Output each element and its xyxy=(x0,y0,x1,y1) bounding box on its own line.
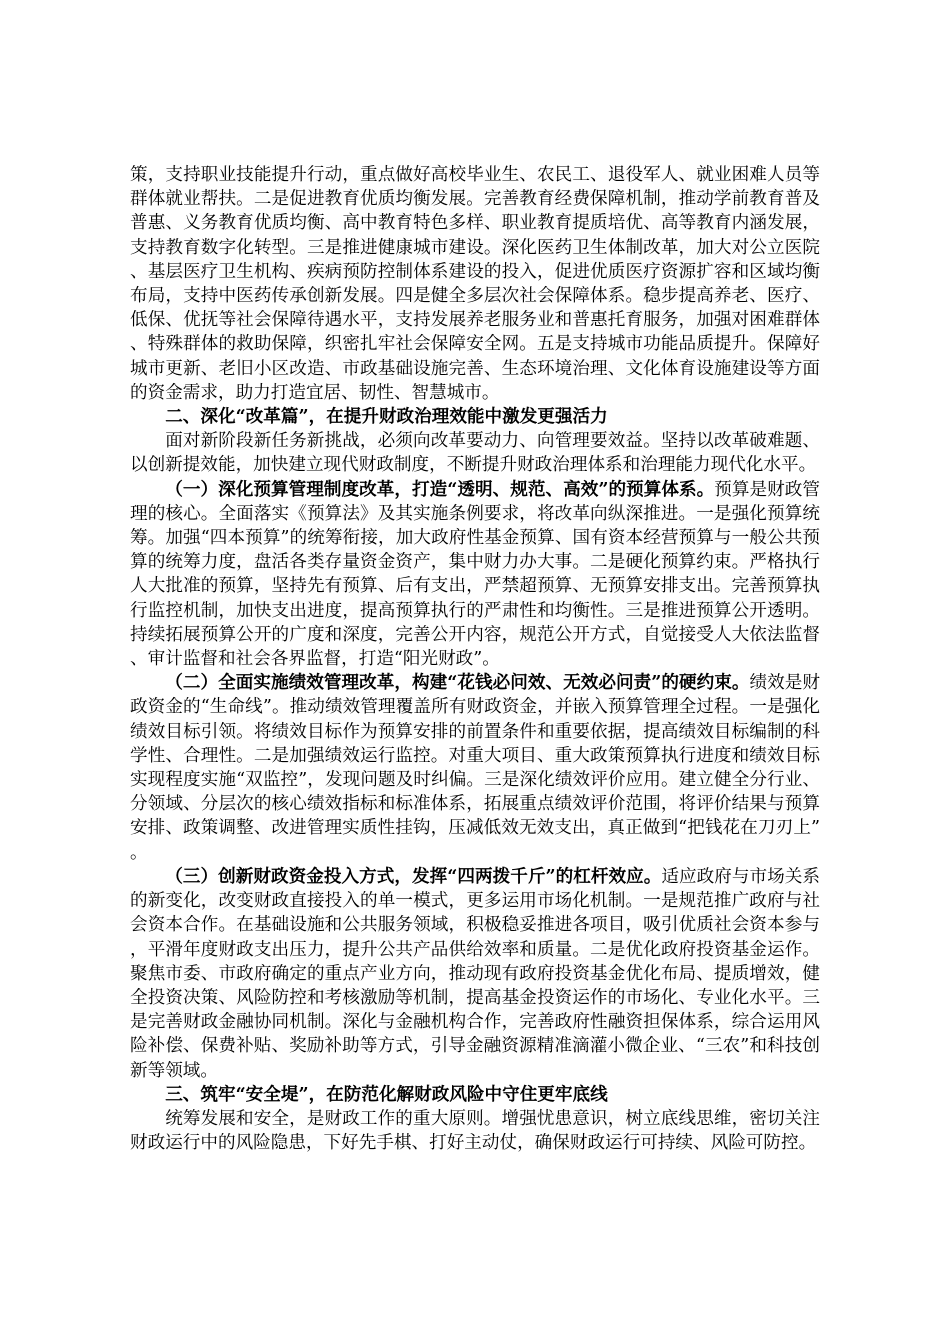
paragraph-continuation: 策，支持职业技能提升行动，重点做好高校毕业生、农民工、退役军人、就业困难人员等群体就业帮扶。二是促进教育优质均衡发展。完善教育经费保障机制，推动学前教育普及普惠、义务教育优质均衡、高中教育特色多样、职业教育提质培优、高等教育内涵发展，支持教育数字化转型。三是推进健康城市建设。深化医药卫生体制改革，加大对公立医院、基层医疗卫生机构、疾病预防控制体系建设的投入，促进优质医疗资源扩容和区域均衡布局，支持中医药传承创新发展。四是健全多层次社会保障体系。稳步提高养老、医疗、低保、优抚等社会保障待遇水平，支持发展养老服务业和普惠托育服务，加强对困难群体、特殊群体的救助保障，织密扎牢社会保障安全网。五是支持城市功能品质提升。保障好城市更新、老旧小区改造、市政基础设施完善、生态环境治理、文化体育设施建设等方面的资金需求，助力打造宜居、韧性、智慧城市。 xyxy=(130,165,820,403)
subheading-performance-reform: （二）全面实施绩效管理改革，构建“花钱必问效、无效必问责”的硬约束。 xyxy=(165,672,750,694)
paragraph-budget-reform-body: 预算是财政管理的核心。全面落实《预算法》及其实施条例要求，将改革向纵深推进。一是强化预算统筹。加强“四本预算”的统筹衔接，加大政府性基金预算、国有资本经营预算与一般公共预算的统筹力度，盘活各类存量资金资产，集中财力办大事。二是硬化预算约束。严格执行人大批准的预算，坚持先有预算、后有支出，严禁超预算、无预算安排支出。完善预算执行监控机制，加快支出进度，提高预算执行的严肃性和均衡性。三是推进预算公开透明。持续拓展预算公开的广度和深度，完善公开内容，规范公开方式，自觉接受人大依法监督、审计监督和社会各界监督，打造“阳光财政”。 xyxy=(130,479,820,670)
paragraph-performance-reform-body: 绩效是财政资金的“生命线”。推动绩效管理覆盖所有财政资金，并嵌入预算管理全过程。一是强化绩效目标引领。将绩效目标作为预算安排的前置条件和重要依据，提高绩效目标编制的科学性、合理性。二是加强绩效运行监控。对重大项目、重大政策预算执行进度和绩效目标实现程度实施“双监控”，发现问题及时纠偏。三是深化绩效评价应用。建立健全分行业、分领域、分层次的核心绩效指标和标准体系，拓展重点绩效评价范围，将评价结果与预算安排、政策调整、改进管理实质性挂钩，压减低效无效支出，真正做到“把钱花在刀刃上”。 xyxy=(130,673,820,863)
section-heading-reform: 二、深化“改革篇”，在提升财政治理效能中激发更强活力 xyxy=(165,406,608,428)
paragraph-funding-innovation xyxy=(130,865,820,1083)
section-heading-safety: 三、筑牢“安全堤”，在防范化解财政风险中守住更牢底线 xyxy=(165,1083,608,1105)
paragraph-reform-intro: 面对新阶段新任务新挑战，必须向改革要动力、向管理要效益。坚持以改革破难题、以创新提效能，加快建立现代财政制度，不断提升财政治理体系和治理能力现代化水平。 xyxy=(130,431,820,476)
subheading-funding-innovation: （三）创新财政资金投入方式，发挥“四两拨千斤”的杠杆效应。 xyxy=(165,865,662,887)
paragraph-funding-innovation-body: 适应政府与市场关系的新变化，改变财政直接投入的单一模式，更多运用市场化机制。一是规范推广政府与社会资本合作。在基础设施和公共服务领域，积极稳妥推进各项目，吸引优质社会资本参与，平滑年度财政支出压力，提升公共产品供给效率和质量。二是优化政府投资基金运作。聚焦市委、市政府确定的重点产业方向，推动现有政府投资基金优化布局、提质增效，健全投资决策、风险防控和考核激励等机制，提高基金投资运作的市场化、专业化水平。三是完善财政金融协同机制。深化与金融机构合作，完善政府性融资担保体系，综合运用风险补偿、保费补贴、奖励补助等方式，引导金融资源精准滴灌小微企业、“三农”和科技创新等领域。 xyxy=(130,866,820,1081)
paragraph-performance-reform xyxy=(130,671,820,865)
subheading-budget-reform: （一）深化预算管理制度改革，打造“透明、规范、高效”的预算体系。 xyxy=(165,478,715,500)
document-page xyxy=(130,163,820,1155)
paragraph-budget-reform xyxy=(130,478,820,672)
paragraph-safety-intro: 统筹发展和安全，是财政工作的重大原则。增强忧患意识，树立底线思维，密切关注财政运行中的风险隐患，下好先手棋、打好主动仗，确保财政运行可持续、风险可防控。 xyxy=(130,1108,820,1154)
